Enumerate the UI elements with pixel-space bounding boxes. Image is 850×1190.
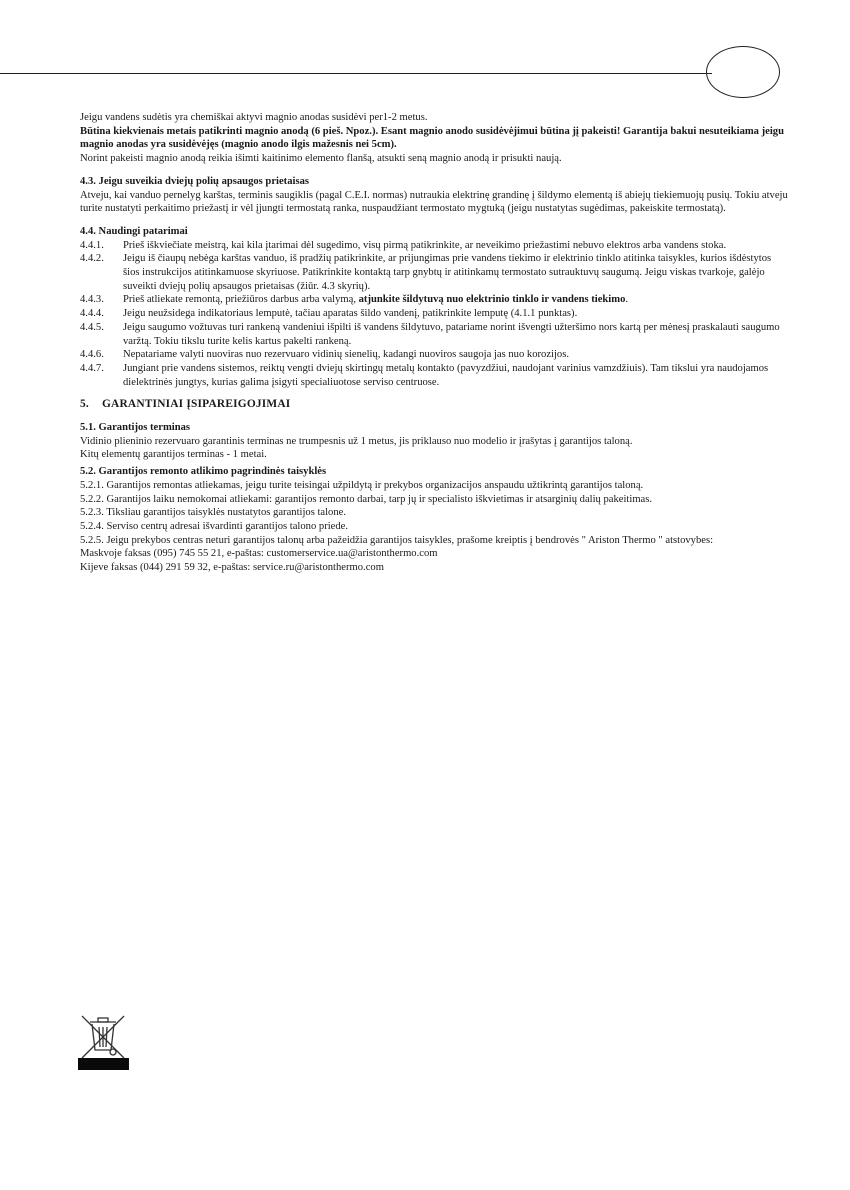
list-item-number: 4.4.2. xyxy=(80,253,104,265)
section-5-1-body: Vidinio plieninio rezervuaro garantinis terminas ne trumpesnis už 1 metus, jis priklauso nuo modelio ir įrašytas į garantijos taloną. xyxy=(80,435,633,447)
section-5-2-title: 5.2. Garantijos remonto atlikimo pagrindinės taisyklės xyxy=(80,466,327,478)
section-5-number: 5. xyxy=(80,398,89,411)
list-item-number: 4.4.3. xyxy=(80,294,104,306)
section-5-title-text: GARANTINIAI ĮSIPAREIGOJIMAI xyxy=(102,398,291,411)
list-item xyxy=(80,252,790,293)
section-5-2-item: 5.2.2. Garantijos laiku nemokomai atliekami: garantijos remonto darbai, tarp jų ir specialisto iškvietimas ir atsarginių dalių pakeitimas. xyxy=(80,493,653,505)
list-item-text: Jeigu saugumo vožtuvas turi rankeną vandeniui išpilti iš vandens šildytuvo, patariame norint išvengti užteršimo nors kartą per mėnesį praskalauti saugumo varžtą. Tokiu tikslu turite kelis kartus pakelti rankeną. xyxy=(123,321,780,347)
list-item xyxy=(80,293,790,307)
weee-bar xyxy=(78,1058,129,1070)
contact-kiev: Kijeve faksas (044) 291 59 32, e-paštas: service.ru@aristonthermo.com xyxy=(80,562,384,574)
list-item-number: 4.4.1. xyxy=(80,239,104,251)
list-item-text: Jeigu neužsidega indikatoriaus lemputė, tačiau aparatas šildo vandenį, patikrinkite lemputę (4.1.1 punktas). xyxy=(123,308,578,320)
section-5-1-title: 5.1. Garantijos terminas xyxy=(80,422,191,434)
section-5-2-item: 5.2.4. Serviso centrų adresai išvardinti garantijos talono priede. xyxy=(80,520,349,532)
list-item-text: Jeigu iš čiaupų nebėga karštas vanduo, iš pradžių patikrinkite, ar prijungimas prie vandens tiekimo ir elektrinio tinklo atitinka taisykles, kurios išdėstytos šios instrukcijos atitinkamuose skyriuose. Patikrinkite kontaktą tarp gnybtų ir atitinkamų termostato sutrauktuvų saugumą. Jeigu viskas tvarkoje, galėjo suveikti dviejų polių apsaugos prietaisas (žiūr. 4.3 skyrių). xyxy=(123,253,772,292)
section-5-2-item: 5.2.3. Tiksliau garantijos taisyklės nustatytos garantijos talone. xyxy=(80,507,347,519)
list-item xyxy=(80,307,790,321)
list-item-number: 4.4.7. xyxy=(80,362,104,374)
section-5-title xyxy=(80,398,790,412)
list-item-text: Nepatariame valyti nuoviras nuo rezervuaro vidinių sienelių, kadangi nuoviros saugoja jas nuo korozijos. xyxy=(123,349,569,361)
disconnect-warning: atjunkite šildytuvą nuo elektrinio tinklo ir vandens tiekimo xyxy=(358,294,626,306)
contact-moscow: Maskvoje faksas (095) 745 55 21, e-paštas: customerservice.ua@aristonthermo.com xyxy=(80,548,438,560)
header-rule xyxy=(0,73,712,74)
list-item xyxy=(80,362,790,389)
anode-replacement-note: Norint pakeisti magnio anodą reikia išimti kaitinimo elemento flanšą, atsukti seną magnio anodą ir prisukti naują. xyxy=(80,153,562,165)
section-5-2-item: 5.2.5. Jeigu prekybos centras neturi garantijos talonų arba pažeidžia garantijos taisykles, prašome kreiptis į bendrovės " Ariston Thermo " atstovybes: xyxy=(80,534,714,546)
section-4-3-title: 4.3. Jeigu suveikia dviejų polių apsaugos prietaisas xyxy=(80,175,309,187)
document-body xyxy=(80,111,790,575)
list-item-number: 4.4.6. xyxy=(80,349,104,361)
list-item-text-pre: Prieš atliekate remontą, priežiūros darbus arba valymą, xyxy=(123,294,359,306)
section-4-3-body: Atveju, kai vanduo pernelyg karštas, terminis saugiklis (pagal C.E.I. normas) nutraukia elektrinę grandinę į šildymo elementą iš abiejų tiekiemuojų pusių. Tokiu atveju turite nustatyti perkaitimo priežastį ir vėl įjungti termostatą ranka, nuspaudžiant termostato mygtuką (jeigu nustatytas sugėdimas, pakeiskite termostatą). xyxy=(80,189,788,215)
list-item-text: Prieš iškviečiate meistrą, kai kila įtarimai dėl sugedimo, visų pirmą patikrinkite, ar neveikimo priežastimi nebuvo elektros arba vandens stoka. xyxy=(123,239,727,251)
magnesium-anode-warning: Būtina kiekvienais metais patikrinti magnio anodą (6 pieš. Npoz.). Esant magnio anodo susidėvėjimui būtina jį pakeisti! Garantija bakui nesuteikiama jeigu magnio anodas yra susidėvėjęs (magnio anodo ilgis mažesnis nei 5cm). xyxy=(80,125,784,151)
section-5-2-item: 5.2.1. Garantijos remontas atliekamas, jeigu turite teisingai užpildytą ir prekybos organizacijos anspaudu užtikrintą garantijos taloną. xyxy=(80,479,644,491)
intro-line: Jeigu vandens sudėtis yra chemiškai aktyvi magnio anodas susidėvi per1-2 metus. xyxy=(80,112,428,123)
list-item-text xyxy=(123,293,790,307)
list-item xyxy=(80,348,790,362)
list-item-number: 4.4.4. xyxy=(80,308,104,320)
list-item-text: Jungiant prie vandens sistemos, reiktų vengti dviejų skirtingų metalų kontakto (pavyzdžiui, naudojant varinius vamzdžiuis). Tam tikslui yra naudojamos dielektrinės jungtys, kurias galima įsigyti specialiuotose serviso centruose. xyxy=(123,362,769,388)
section-4-4-title: 4.4. Naudingi patarimai xyxy=(80,225,188,237)
list-item xyxy=(80,321,790,348)
section-5-1-other: Kitų elementų garantijos terminas - 1 metai. xyxy=(80,449,267,461)
list-item xyxy=(80,239,790,253)
list-item-text-post: . xyxy=(625,294,629,306)
list-item-number: 4.4.5. xyxy=(80,321,104,333)
page-number-oval xyxy=(706,46,780,98)
